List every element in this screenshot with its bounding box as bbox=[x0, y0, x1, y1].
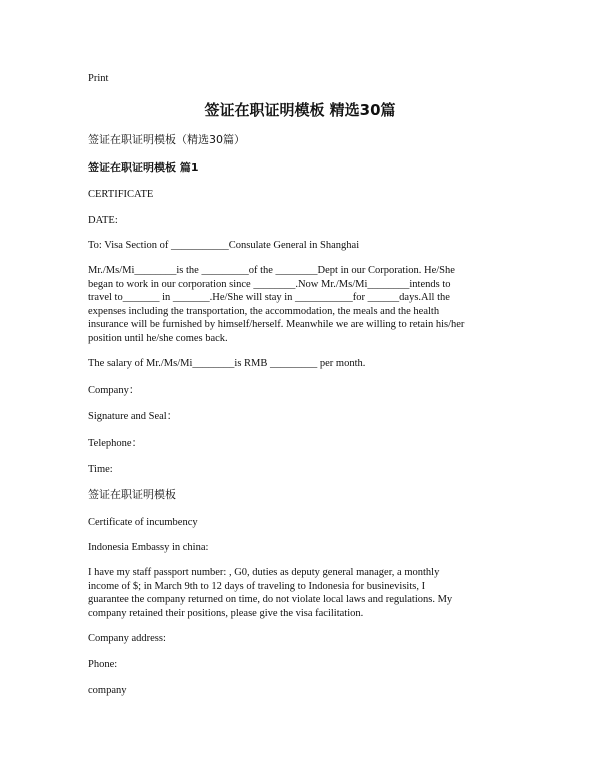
paragraph-line: began to work in our corporation since ________.Now Mr./Ms/Mi________intends to bbox=[88, 278, 451, 290]
company-footer: company bbox=[88, 685, 127, 696]
section-heading-2: 签证在职证明模板 bbox=[88, 488, 176, 501]
paragraph-line: position until he/she comes back. bbox=[88, 332, 228, 344]
to-line: To: Visa Section of ___________Consulate General in Shanghai bbox=[88, 240, 360, 251]
staff-paragraph bbox=[88, 566, 512, 620]
paragraph-line: insurance will be furnished by himself/herself. Meanwhile we are willing to retain his/her bbox=[88, 319, 465, 330]
time-label: Time: bbox=[88, 464, 113, 475]
page-title: 签证在职证明模板 精选30篇 bbox=[204, 101, 396, 119]
document-subtitle: 签证在职证明模板（精选30篇） bbox=[88, 133, 245, 146]
employment-paragraph bbox=[88, 264, 512, 345]
salary-line: The salary of Mr./Ms/Mi________is RMB _________ per month. bbox=[88, 358, 366, 369]
paragraph-line: Mr./Ms/Mi________is the _________of the ________Dept in our Corporation. He/She bbox=[88, 265, 455, 276]
print-link[interactable]: Print bbox=[88, 73, 109, 84]
company-label: Company： bbox=[88, 385, 140, 396]
date-label: DATE: bbox=[88, 215, 118, 226]
paragraph-line: income of $; in March 9th to 12 days of traveling to Indonesia for businevisits, I bbox=[88, 580, 426, 592]
embassy-line: Indonesia Embassy in china: bbox=[88, 542, 209, 553]
telephone-label: Telephone： bbox=[88, 438, 143, 449]
company-address-label: Company address: bbox=[88, 633, 166, 644]
certificate-label: CERTIFICATE bbox=[88, 189, 154, 200]
section-heading-1: 签证在职证明模板 篇1 bbox=[88, 161, 199, 174]
paragraph-line: guarantee the company returned on time, do not violate local laws and regulations. My bbox=[88, 594, 453, 605]
paragraph-line: expenses including the transportation, the accommodation, the meals and the health bbox=[88, 305, 440, 317]
paragraph-line: I have my staff passport number: , G0, duties as deputy general manager, a monthly bbox=[88, 567, 440, 578]
signature-label: Signature and Seal： bbox=[88, 411, 178, 422]
paragraph-line: company retained their positions, please give the visa facilitation. bbox=[88, 607, 364, 619]
paragraph-line: travel to_______ in _______.He/She will stay in ___________for ______days.All the bbox=[88, 292, 450, 303]
certificate-incumbency-label: Certificate of incumbency bbox=[88, 517, 198, 528]
phone-label: Phone: bbox=[88, 659, 118, 670]
